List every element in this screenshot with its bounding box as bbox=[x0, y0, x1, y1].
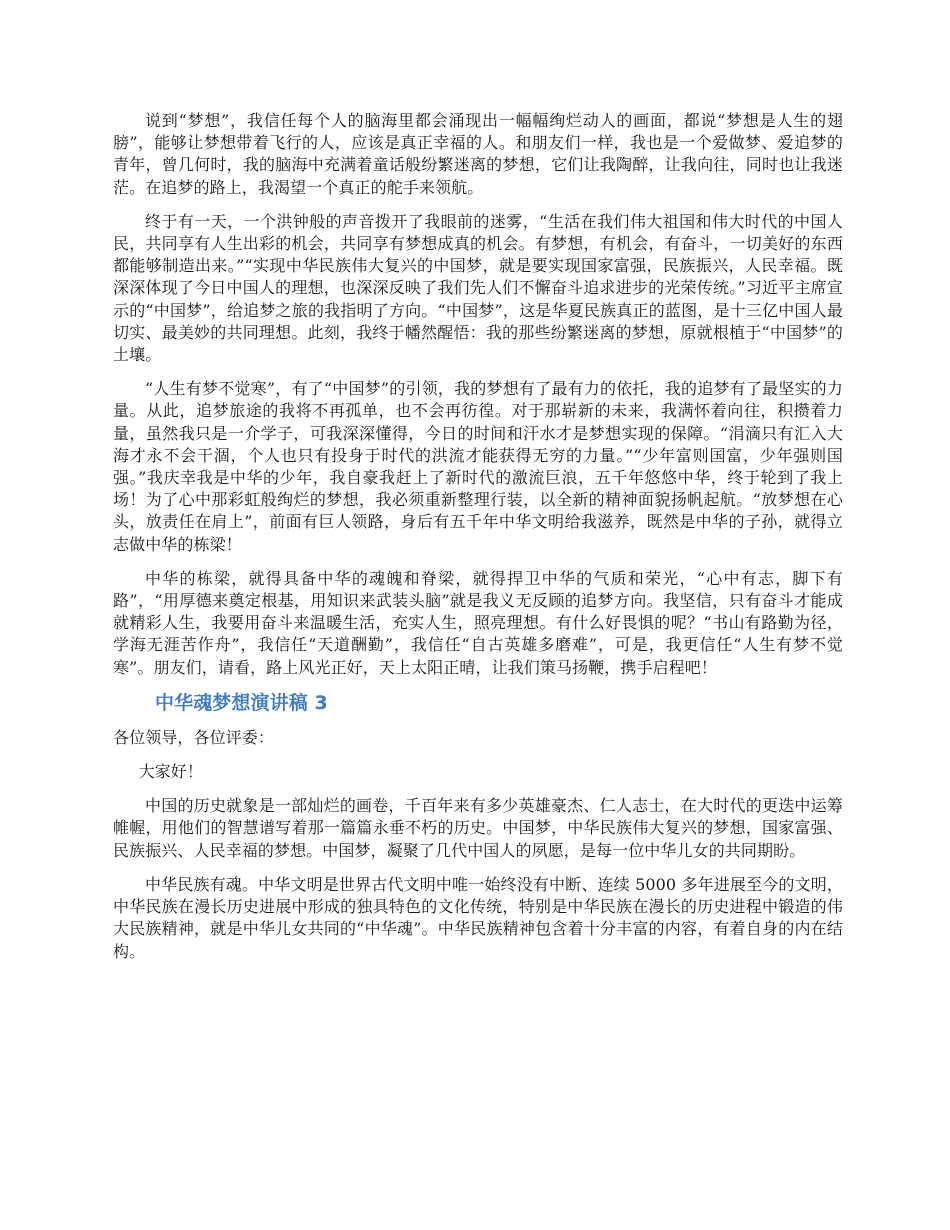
paragraph-dream-intro: 说到“梦想”，我信任每个人的脑海里都会涌现出一幅幅绚烂动人的画面，都说“梦想是人生的翅膀”，能够让梦想带着飞行的人，应该是真正幸福的人。和朋友们一样，我也是一个爱做梦、爱追梦的青年，曾几何时，我的脑海中充满着童话般纷繁迷离的梦想，它们让我陶醉，让我向往，同时也让我迷茫。在追梦的路上，我渴望一个真正的舵手来领航。 bbox=[113, 111, 843, 197]
paragraph-china-dream-voice: 终于有一天，一个洪钟般的声音拨开了我眼前的迷雾，“生活在我们伟大祖国和伟大时代的中国人民，共同享有人生出彩的机会，共同享有梦想成真的机会。有梦想，有机会，有奋斗，一切美好的东西都能够制造出来。”“实现中华民族伟大复兴的中国梦，就是要实现国家富强，民族振兴，人民幸福。既深深体现了今日中国人的理想，也深深反映了我们先人们不懈奋斗追求进步的光荣传统。”习近平主席宣示的“中国梦”，给追梦之旅的我指明了方向。“中国梦”，这是华夏民族真正的蓝图，是十三亿中国人最切实、最美妙的共同理想。此刻，我终于幡然醒悟：我的那些纷繁迷离的梦想，原就根植于“中国梦”的土壤。 bbox=[113, 211, 843, 365]
paragraph-pillar-of-china: 中华的栋梁，就得具备中华的魂魄和脊梁，就得捍卫中华的气质和荣光，“心中有志，脚下有路”，“用厚德来奠定根基，用知识来武装头脑”就是我义无反顾的追梦方向。我坚信，只有奋斗才能成就精彩人生，我要用奋斗来温暖生活，充实人生，照亮理想。有什么好畏惧的呢？“书山有路勤为径，学海无涯苦作舟”，我信任“天道酬勤”，我信任“自古英雄多磨难”，可是，我更信任“人生有梦不觉寒”。朋友们，请看，路上风光正好，天上太阳正晴，让我们策马扬鞭，携手启程吧！ bbox=[113, 568, 843, 677]
section-heading: 中华魂梦想演讲稿 3 bbox=[155, 691, 328, 714]
paragraph-history-scroll: 中国的历史就象是一部灿烂的画卷，千百年来有多少英雄豪杰、仁人志士，在大时代的更迭中运筹帷幄，用他们的智慧谱写着那一篇篇永垂不朽的历史。中国梦，中华民族伟大复兴的梦想，国家富强、民族振兴、人民幸福的梦想。中国梦，凝聚了几代中国人的夙愿，是每一位中华儿女的共同期盼。 bbox=[113, 796, 843, 860]
paragraph-life-with-dream: “人生有梦不觉寒”，有了“中国梦”的引领，我的梦想有了最有力的依托，我的追梦有了最坚实的力量。从此，追梦旅途的我将不再孤单，也不会再彷徨。对于那崭新的未来，我满怀着向往，积攒着力量，虽然我只是一介学子，可我深深懂得，今日的时间和汗水才是梦想实现的保障。“涓滴只有汇入大海才永不会干涸，个人也只有投身于时代的洪流才能获得无穷的力量。”“少年富则国富，少年强则国强。”我庆幸我是中华的少年，我自豪我赶上了新时代的激流巨浪，五千年悠悠中华，终于轮到了我上场！为了心中那彩虹般绚烂的梦想，我必须重新整理行装，以全新的精神面貌扬帆起航。“放梦想在心头，放责任在肩上”，前面有巨人领路，身后有五千年中华文明给我滋养，既然是中华的子孙，就得立志做中华的栋梁！ bbox=[113, 379, 843, 554]
salutation: 各位领导，各位评委： bbox=[113, 727, 275, 747]
greeting: 大家好！ bbox=[138, 762, 203, 782]
document-body bbox=[113, 110, 843, 975]
paragraph-national-soul: 中华民族有魂。中华文明是世界古代文明中唯一始终没有中断、连续 5000 多年进展至今的文明，中华民族在漫长历史进展中形成的独具特色的文化传统，特别是中华民族在漫长的历史进程中锻造的伟大民族精神，就是中华儿女共同的“中华魂”。中华民族精神包含着十分丰富的内容，有着自身的内在结构。 bbox=[113, 874, 843, 961]
